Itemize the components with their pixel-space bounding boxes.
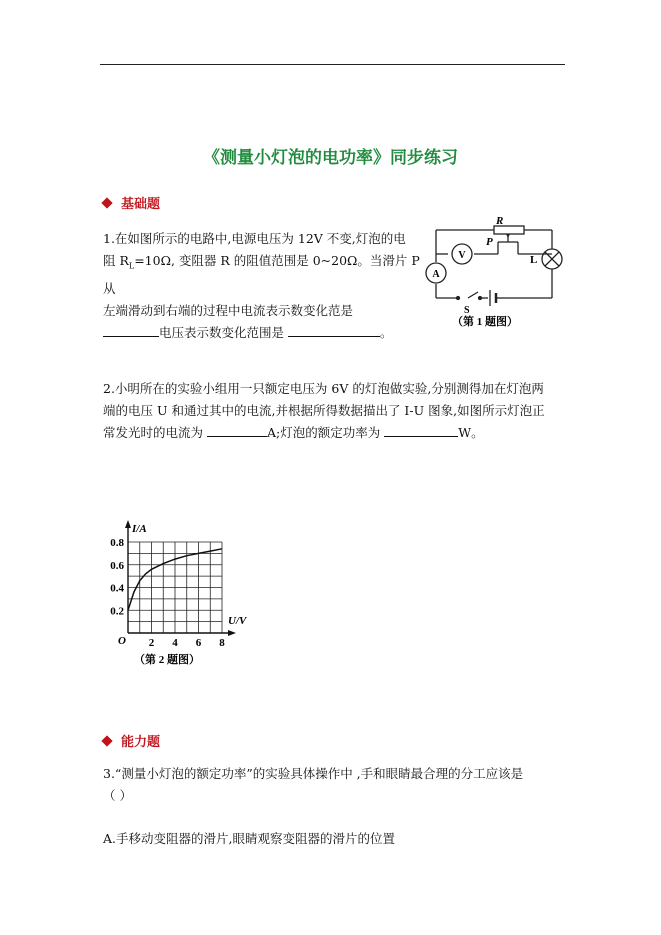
q2-blank-2 [384,424,458,437]
q1-line4 [103,322,423,344]
y-tick-label: 0.2 [110,605,124,618]
q2-blank-1 [207,424,267,437]
fig1-label-L: L [530,254,538,266]
q2-line3b: A;灯泡的额定功率为 [267,425,381,440]
x-tick-label: 8 [219,637,225,649]
question-1 [103,228,423,344]
q1-line2b: =10Ω, 变阻器 R 的阻值范围是 0~20Ω。当滑片 P 从 [103,253,420,296]
x-tick-label: 4 [172,637,178,649]
fig2-ylabel: I/A [132,523,147,535]
page-title: 《测量小灯泡的电功率》同步练习 [203,148,458,168]
section-advanced [103,731,160,750]
fig2-xlabel: U/V [228,615,247,627]
q3-line2: （ ） [103,788,132,803]
q1-line2 [103,250,423,300]
fig1-label-R: R [496,215,504,227]
y-tick-label: 0.6 [110,559,124,572]
question-3 [103,763,563,807]
q1-blank-2 [288,324,380,337]
circuit-diagram [424,212,574,330]
y-tick-label: 0.8 [110,537,124,549]
fig1-label-A: A [432,269,440,280]
q1-line4-end: 。 [380,324,393,340]
x-tick-label: 2 [148,637,155,649]
section-basic [103,193,160,212]
section-advanced-label: 能力题 [121,735,161,750]
fig1-label-P: P [486,236,493,248]
x-tick-label: 6 [195,637,202,649]
fig1-caption: （第 1 题图） [452,316,518,328]
q2-line2: 端的电压 U 和通过其中的电流,并根据所得数据描出了 I-U 图象,如图所示灯泡正 [103,403,545,418]
q2-line3c: W。 [458,425,484,440]
q1-sub-L: L [128,261,135,271]
iu-graph [98,518,258,670]
fig1-label-S: S [464,305,470,316]
q1-line1: 1.在如图所示的电路中,电源电压为 12V 不变,灯泡的电 [103,231,406,246]
header-rule [100,64,565,65]
q1-line3: 左端滑动到右端的过程中电流表示数变化范是 [103,302,354,318]
q1-line2a: 阻 R [103,253,129,268]
q2-line3a: 常发光时的电流为 [103,425,204,440]
diamond-icon [101,735,112,746]
y-tick-label: 0.4 [110,582,124,595]
q3-option-a: A.手移动变阻器的滑片,眼睛观察变阻器的滑片的位置 [103,831,395,846]
q3-line1: 3.“测量小灯泡的额定功率”的实验具体操作中 ,手和眼睛最合理的分工应该是 [103,766,524,781]
q1-blank-1 [103,324,159,337]
q2-line1: 2.小明所在的实验小组用一只额定电压为 6V 的灯泡做实验,分别测得加在灯泡两 [103,381,544,396]
fig1-label-V: V [458,250,466,261]
q2-line3 [103,422,563,444]
fig2-caption: （第 2 题图） [134,654,200,666]
fig2-origin: O [118,635,126,647]
question-2 [103,378,563,444]
q1-line4-text: 电压表示数变化范围是 [159,324,285,340]
section-basic-label: 基础题 [121,197,161,212]
diamond-icon [101,197,112,208]
